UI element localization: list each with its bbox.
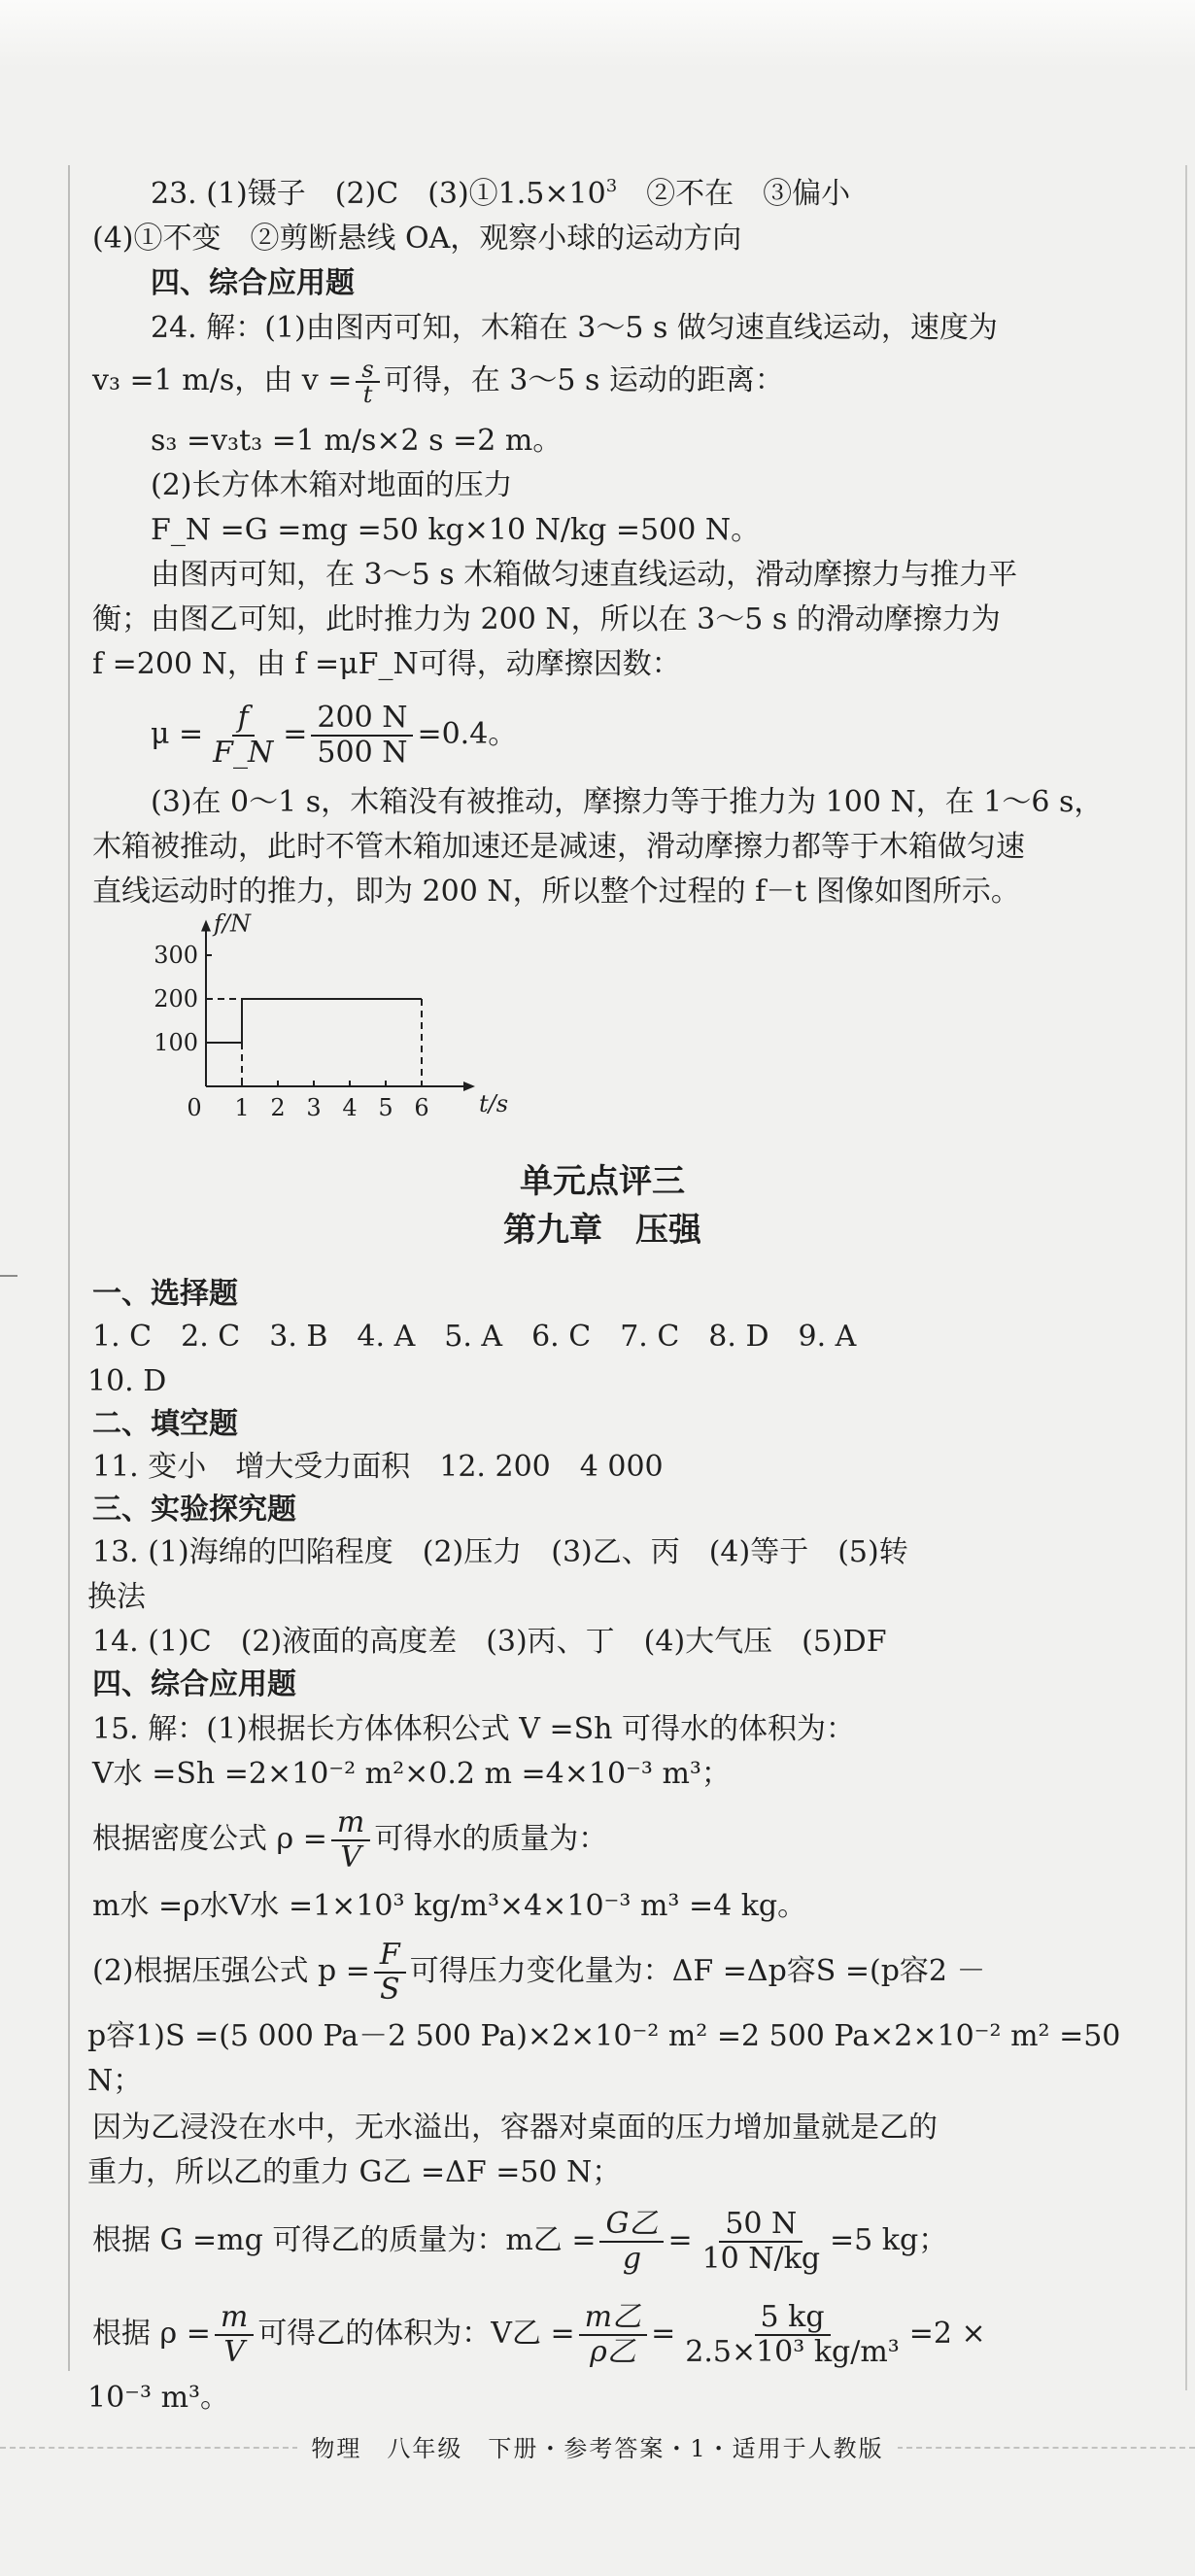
x-tick-label: 0: [187, 1094, 202, 1121]
fill-answers: 11. 变小 增大受力面积 12. 200 4 000: [92, 1450, 664, 1484]
y-axis-arrow: [201, 920, 211, 932]
choice-answers: 1. C 2. C 3. B 4. A 5. A 6. C 7. C 8. D 9. A: [92, 1320, 857, 1354]
q24-line: 24. 解：(1)由图丙可知，木箱在 3～5 s 做匀速直线运动，速度为: [151, 311, 998, 345]
q15-line: 根据 ρ = $\frac{m}{V}$ 可得乙的体积为：V乙 = $\frac{\text{m乙}}{\text{ρ乙}}$ = $\frac{5 kg}{\text{2.5×10³ kg/m³}}$ =2 ×: [92, 2300, 986, 2369]
q15-line: 因为乙浸没在水中，无水溢出，容器对桌面的压力增加量就是乙的: [92, 2111, 938, 2145]
q23-line2: (4)①不变 ②剪断悬线 OA，观察小球的运动方向: [92, 222, 742, 256]
q15-line: 15. 解：(1)根据长方体体积公式 V =Sh 可得水的体积为：: [92, 1712, 856, 1746]
q15-line: 根据密度公式 ρ = $\frac{m}{V}$ 可得水的质量为：: [92, 1805, 608, 1874]
q24-line: 由图丙可知，在 3～5 s 木箱做匀速直线运动，滑动摩擦力与推力平: [151, 558, 1018, 592]
page-footer: [0, 2429, 1195, 2463]
edge-mark: [0, 1275, 17, 1277]
y-tick-label: 300: [154, 942, 198, 969]
footer-text: 物理 八年级 下册・参考答案・1・适用于人教版: [297, 2435, 897, 2462]
q24-line: s₃ =v₃t₃ =1 m/s×2 s =2 m。: [151, 424, 563, 458]
q24-line: F_N =G =mg =50 kg×10 N/kg =500 N。: [151, 513, 761, 547]
x-tick-label: 5: [378, 1094, 393, 1121]
right-margin-line: [1185, 165, 1187, 2390]
x-axis-label: t/s: [479, 1090, 509, 1117]
q15-line: (2)根据压强公式 p = $\frac{F}{S}$ 可得压力变化量为：ΔF =Δp容S =(p容2 －: [92, 1938, 986, 2007]
q24-line: (3)在 0～1 s，木箱没有被推动，摩擦力等于推力为 100 N，在 1～6 s，: [151, 785, 1104, 819]
q24-line: f =200 N，由 f =μF_N可得，动摩擦因数：: [92, 647, 681, 681]
left-margin-line: [68, 165, 70, 2371]
q14-line: 14. (1)C (2)液面的高度差 (3)丙、丁 (4)大气压 (5)DF: [92, 1625, 887, 1659]
q15-line: m水 =ρ水V水 =1×10³ kg/m³×4×10⁻³ m³ =4 kg。: [92, 1889, 807, 1923]
q24-line: 直线运动时的推力，即为 200 N，所以整个过程的 f－t 图像如图所示。: [92, 875, 1020, 909]
chart-group: [154, 910, 508, 1122]
q23-line1: 23. (1)镊子 (2)C $(3)①1.5\times 10^3$ ②不在 ③偏小: [151, 176, 851, 211]
q15-line: 重力，所以乙的重力 G乙 =ΔF =50 N；: [87, 2155, 622, 2189]
q24-line: v₃ =1 m/s，由 v = $\frac{s}{t}$ 可得，在 3～5 s 运动的距离：: [92, 356, 784, 408]
chapter-title: 第九章 压强: [503, 1211, 701, 1250]
q13-line: 13. (1)海绵的凹陷程度 (2)压力 (3)乙、丙 (4)等于 (5)转: [92, 1535, 908, 1569]
choice-answers: 10. D: [87, 1364, 167, 1398]
section-heading: 一、选择题: [92, 1277, 238, 1311]
unit-title: 单元点评三: [520, 1162, 685, 1201]
q24-line: 木箱被推动，此时不管木箱加速还是减速，滑动摩擦力都等于木箱做匀速: [92, 830, 1025, 864]
x-axis-arrow: [463, 1082, 475, 1091]
y-axis-label: f/N: [214, 910, 251, 938]
section-heading: 四、综合应用题: [151, 266, 355, 300]
q15-line: p容1)S =(5 000 Pa－2 500 Pa)×2×10⁻² m² =2 500 Pa×2×10⁻² m² =50: [87, 2019, 1121, 2053]
y-tick-label: 200: [154, 985, 198, 1013]
x-tick-label: 3: [306, 1094, 322, 1121]
q15-line: 10⁻³ m³。: [87, 2381, 230, 2415]
series-line: [206, 999, 422, 1043]
x-tick-label: 4: [342, 1094, 358, 1121]
section-heading: 四、综合应用题: [92, 1667, 296, 1701]
section-heading: 二、填空题: [92, 1407, 238, 1441]
x-tick-label: 2: [270, 1094, 286, 1121]
y-tick-label: 100: [154, 1029, 198, 1056]
q13-line: 换法: [87, 1580, 146, 1614]
top-fade: [0, 0, 1195, 68]
f-t-graph: [92, 904, 509, 1127]
x-tick-label: 6: [414, 1094, 429, 1121]
x-tick-label: 1: [234, 1094, 250, 1121]
q24-line: (2)长方体木箱对地面的压力: [151, 468, 513, 502]
q24-mu-formula: μ = $\frac{f}{F\_N}$ = $\frac{200 N}{500 N}$ =0.4。: [151, 701, 518, 770]
q15-line: V水 =Sh =2×10⁻² m²×0.2 m =4×10⁻³ m³；: [92, 1757, 731, 1791]
section-heading: 三、实验探究题: [92, 1493, 296, 1527]
q15-line: N；: [87, 2064, 143, 2098]
q24-line: 衡；由图乙可知，此时推力为 200 N，所以在 3～5 s 的滑动摩擦力为: [92, 602, 1001, 636]
q15-line: 根据 G =mg 可得乙的质量为：m乙 = $\frac{\text{G乙}}{g}$ = $\frac{50 N}{10 N/kg}$ =5 kg；: [92, 2207, 948, 2276]
